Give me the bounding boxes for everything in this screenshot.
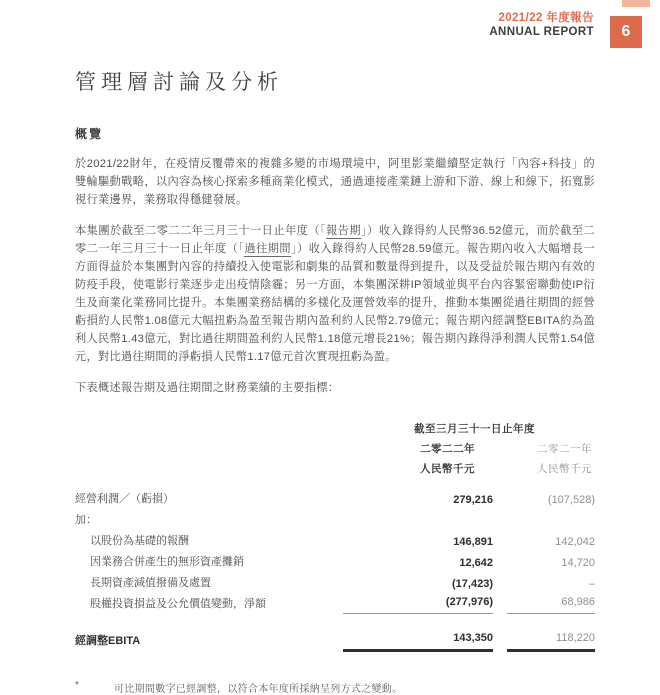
report-title-zh: 2021/22 年度報告	[498, 12, 594, 24]
table-period-header-row	[75, 418, 595, 438]
col-header-2021-year: 二零二一年	[537, 442, 592, 455]
row-value-2022: 146,891	[453, 536, 493, 548]
table-intro: 下表概述報告期及過往期間之財務業績的主要指標：	[75, 382, 340, 394]
page-title: 管理層討論及分析	[75, 71, 283, 94]
page-edge-tab	[622, 0, 650, 7]
col-header-2022-unit: 人民幣千元	[420, 462, 475, 475]
table-row	[75, 593, 595, 614]
footnote-text: 可比期間數字已經調整，以符合本年度所採納呈列方式之變動。	[114, 683, 403, 695]
row-value-2022: (277,976)	[343, 593, 493, 614]
total-value-2022: 143,350	[343, 629, 493, 650]
row-label: 經營利潤／（虧損）	[75, 493, 174, 505]
table-total-row	[75, 629, 595, 650]
row-label: 因業務合併產生的無形資產攤銷	[90, 556, 244, 568]
row-label: 以股份為基礎的報酬	[90, 535, 189, 547]
report-title-en: ANNUAL REPORT	[489, 26, 594, 38]
financial-highlights-table	[75, 418, 595, 652]
row-label: 長期資產減值撥備及處置	[90, 577, 211, 589]
period-header: 截至三月三十一日止年度	[414, 422, 535, 435]
p2-text-3: 」）收入錄得約人民幣28.59億元。報告期內收入大幅增長一方面得益於本集團對內容的持續投入使電影和劇集的品質和數量得到提升，以及受益於報告期內有效的防疫手段，使電影行業逐步走出疫情陰霾；另一方面，本集團深耕IP領域並與平台內容緊密聯動使IP衍生及商業化業務同比提升。本集團業務結構的多樣化及運營效率的提升，推動本集團從過往期間的經營虧損約人民幣1.08億元大幅扭虧為盈至報告期內盈利約人民幣2.79億元；報告期內經調整EBITA約為盈利人民幣1.43億元，對比過往期間盈利約人民幣1.18億元增長21%；報告期內錄得淨利潤人民幣1.54億元，對比過往期間的淨虧損人民幣1.17億元首次實現扭虧為盈。	[75, 243, 595, 363]
defined-term-prior-period: 過往期間	[244, 243, 292, 255]
table-row	[75, 572, 595, 593]
footnote-marker: *	[75, 679, 80, 691]
total-value-2021: 118,220	[507, 629, 595, 650]
footnote	[75, 680, 595, 695]
p2-text-2: 」）收入錄得約人民幣36.52億元，而於截至二零二一年三月三十一日止年度（「	[75, 225, 595, 255]
report-header	[489, 11, 594, 39]
row-value-2021: 142,042	[555, 536, 595, 548]
total-label: 經調整EBITA	[75, 634, 141, 647]
paragraph-financial-performance	[75, 222, 595, 366]
row-value-2021: 14,720	[561, 557, 595, 569]
table-year-header-row	[75, 438, 595, 458]
row-label: 股權投資損益及公允價值變動，淨額	[90, 598, 266, 610]
row-value-2021: –	[588, 578, 595, 590]
paragraph-strategy: 於2021/22財年，在疫情反覆帶來的複雜多變的市場環境中，阿里影業繼續堅定執行「內容+科技」的雙輪驅動戰略，以內容為核心探索多種商業化模式，通過連接產業鏈上游和下游、線上和線下，拓寬影視行業邊界，業務取得穩健發展。	[75, 158, 595, 206]
row-value-2022	[343, 509, 493, 530]
table-row	[75, 551, 595, 572]
table-row	[75, 509, 595, 530]
row-label: 加：	[75, 514, 97, 526]
row-value-2021: 68,986	[507, 593, 595, 614]
table-unit-header-row	[75, 458, 595, 478]
row-value-2021	[507, 509, 595, 530]
p2-text-1: 本集團於截至二零二二年三月三十一日止年度（「	[75, 225, 327, 237]
row-value-2022: (17,423)	[452, 578, 493, 590]
row-value-2021: (107,528)	[547, 494, 595, 506]
row-value-2022: 12,642	[459, 557, 493, 569]
table-row	[75, 530, 595, 551]
col-header-2022-year: 二零二二年	[420, 442, 475, 455]
table-row	[75, 478, 595, 509]
main-content	[75, 66, 595, 695]
section-heading-overview: 概覽	[75, 127, 104, 141]
page-number-badge: 6	[610, 16, 642, 48]
table-spacer-row	[75, 614, 595, 630]
defined-term-reporting-period: 報告期	[326, 225, 362, 237]
row-value-2022: 279,216	[453, 494, 493, 506]
col-header-2021-unit: 人民幣千元	[537, 462, 592, 475]
